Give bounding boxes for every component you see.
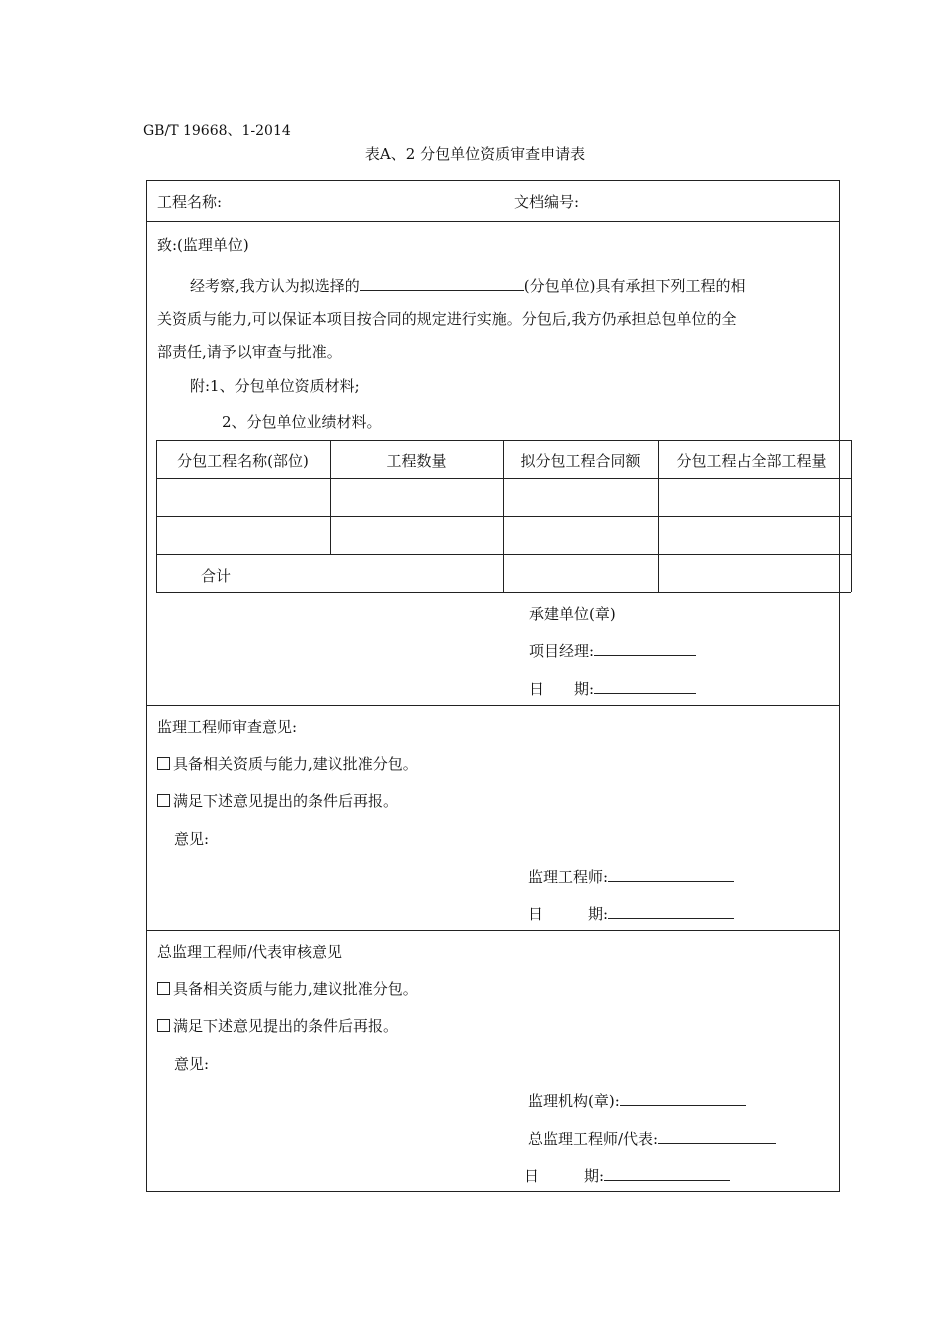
engineer-date-label: 日 期: xyxy=(528,905,609,923)
chief-date-blank[interactable] xyxy=(604,1166,730,1181)
engineer-option-approve-label: 具备相关资质与能力,建议批准分包。 xyxy=(173,755,418,773)
engineer-opinion-label: 意见: xyxy=(174,830,210,848)
chief-option-approve-label: 具备相关资质与能力,建议批准分包。 xyxy=(173,980,418,998)
contractor-unit-label: 承建单位(章) xyxy=(529,605,616,623)
to-supervisor-label: 致:(监理单位) xyxy=(157,236,249,254)
chief-date-label: 日 期: xyxy=(524,1167,605,1185)
engineer-option-resubmit[interactable] xyxy=(157,790,398,811)
chief-signer-row xyxy=(528,1128,776,1149)
table-border-right xyxy=(851,440,852,592)
application-paragraph-line2: 关资质与能力,可以保证本项目按合同的规定进行实施。分包后,我方仍承担总包单位的全 xyxy=(157,310,737,328)
supervision-org-label: 监理机构(章): xyxy=(528,1092,620,1110)
table-header-cell: 分包工程名称(部位) xyxy=(177,452,309,470)
engineer-option-approve[interactable] xyxy=(157,753,418,774)
chief-signer-blank[interactable] xyxy=(658,1129,776,1144)
doc-number-label: 文档编号: xyxy=(514,193,580,211)
project-manager-label: 项目经理: xyxy=(529,642,595,660)
engineer-signer-row xyxy=(528,866,734,887)
form-title: 表A、2 分包单位资质审查申请表 xyxy=(364,145,586,163)
chief-option-approve[interactable] xyxy=(157,978,418,999)
project-manager-blank[interactable] xyxy=(594,641,696,656)
supervision-org-blank[interactable] xyxy=(620,1091,746,1106)
chief-opinion-label: 意见: xyxy=(174,1055,210,1073)
chief-review-title: 总监理工程师/代表审核意见 xyxy=(157,943,343,961)
checkbox-icon[interactable] xyxy=(157,1019,170,1032)
subcontractor-name-blank[interactable] xyxy=(360,276,524,291)
divider-chief xyxy=(146,930,840,931)
engineer-date-row xyxy=(528,903,734,924)
engineer-signer-label: 监理工程师: xyxy=(528,868,609,886)
checkbox-icon[interactable] xyxy=(157,757,170,770)
attachment-1: 附:1、分包单位资质材料; xyxy=(190,377,360,395)
checkbox-icon[interactable] xyxy=(157,982,170,995)
contractor-date-row xyxy=(529,678,696,699)
table-border-bottom xyxy=(156,592,851,593)
attachment-2: 2、分包单位业绩材料。 xyxy=(222,413,382,431)
table-header-cell: 分包工程占全部工程量 xyxy=(676,452,827,470)
table-header-cell: 工程数量 xyxy=(386,452,447,470)
engineer-review-title: 监理工程师审查意见: xyxy=(157,718,298,736)
project-name-label: 工程名称: xyxy=(157,193,223,211)
chief-date-row xyxy=(524,1165,730,1186)
divider-info xyxy=(146,221,840,222)
total-label: 合计 xyxy=(201,567,232,585)
contractor-date-label: 日 期: xyxy=(529,680,595,698)
form-frame xyxy=(146,180,840,1192)
para-before-blank: 经考察,我方认为拟选择的 xyxy=(190,277,360,295)
chief-option-resubmit[interactable] xyxy=(157,1015,398,1036)
engineer-option-resubmit-label: 满足下述意见提出的条件后再报。 xyxy=(173,792,399,810)
contractor-date-blank[interactable] xyxy=(594,679,696,694)
engineer-signer-blank[interactable] xyxy=(608,867,734,882)
engineer-date-blank[interactable] xyxy=(608,904,734,919)
divider-engineer xyxy=(146,705,840,706)
application-paragraph-line1 xyxy=(190,275,746,296)
chief-option-resubmit-label: 满足下述意见提出的条件后再报。 xyxy=(173,1017,399,1035)
chief-signer-label: 总监理工程师/代表: xyxy=(528,1130,659,1148)
standard-code: GB/T 19668、1-2014 xyxy=(143,123,291,139)
checkbox-icon[interactable] xyxy=(157,794,170,807)
supervision-org-row xyxy=(528,1090,746,1111)
table-header-cell: 拟分包工程合同额 xyxy=(520,452,641,470)
para-after-blank: (分包单位)具有承担下列工程的相 xyxy=(523,277,746,295)
application-paragraph-line3: 部责任,请予以审查与批准。 xyxy=(157,343,342,361)
project-manager-row xyxy=(529,640,696,661)
